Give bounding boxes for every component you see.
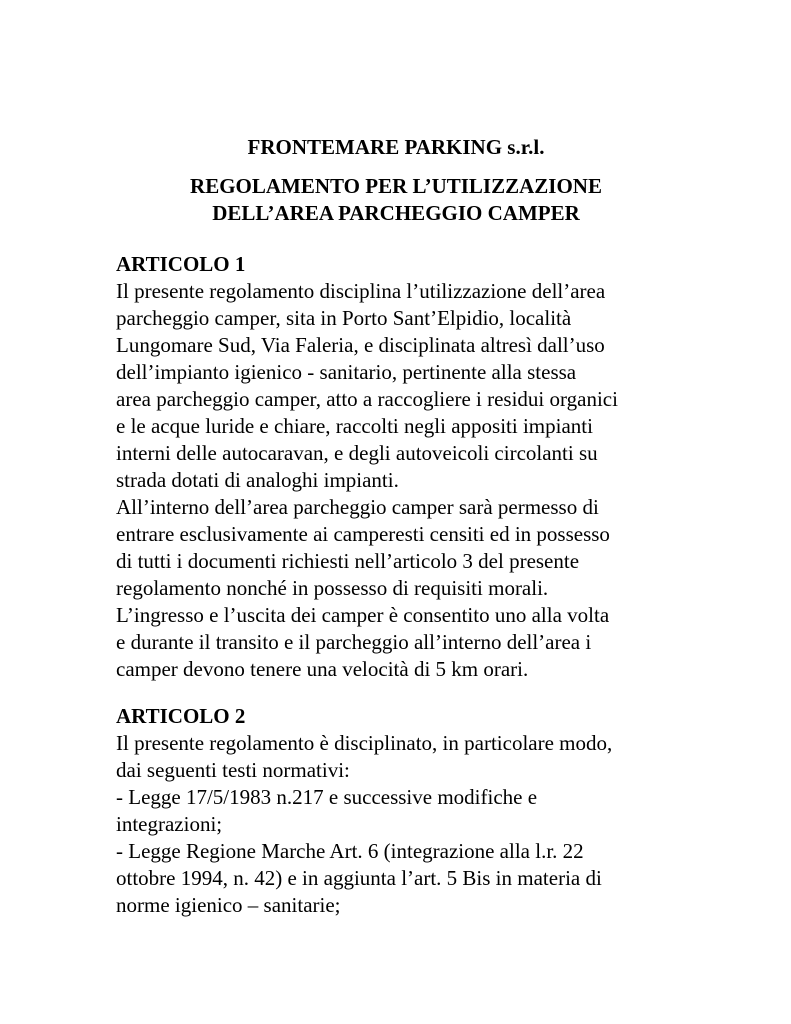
article-line: entrare esclusivamente ai camperesti censiti ed in possesso (116, 522, 610, 546)
article-line: dai seguenti testi normativi: (116, 758, 350, 782)
company-name: FRONTEMARE PARKING s.r.l. (247, 135, 545, 159)
article-line: e durante il transito e il parcheggio all’interno dell’area i (116, 630, 592, 654)
article-line: - Legge Regione Marche Art. 6 (integrazione alla l.r. 22 (116, 839, 584, 863)
article-line: integrazioni; (116, 812, 223, 836)
article-line: norme igienico – sanitarie; (116, 893, 341, 917)
document-page (116, 134, 676, 939)
document-title-line: REGOLAMENTO PER L’UTILIZZAZIONE (190, 174, 602, 198)
article-line: parcheggio camper, sita in Porto Sant’Elpidio, località (116, 306, 572, 330)
article-line: L’ingresso e l’uscita dei camper è consentito uno alla volta (116, 603, 610, 627)
article-line: All’interno dell’area parcheggio camper sarà permesso di (116, 495, 599, 519)
article-line: - Legge 17/5/1983 n.217 e successive modifiche e (116, 785, 538, 809)
article-line: dell’impianto igienico - sanitario, pertinente alla stessa (116, 360, 577, 384)
article-heading: ARTICOLO 2 (116, 704, 246, 728)
document-title-line: DELL’AREA PARCHEGGIO CAMPER (212, 201, 580, 225)
article-line: area parcheggio camper, atto a raccogliere i residui organici (116, 387, 618, 411)
article-line: Il presente regolamento disciplina l’utilizzazione dell’area (116, 279, 606, 303)
article-line: regolamento nonché in possesso di requisiti morali. (116, 576, 549, 600)
article-line: e le acque luride e chiare, raccolti negli appositi impianti (116, 414, 593, 438)
document-title (116, 173, 676, 227)
article-line: Il presente regolamento è disciplinato, in particolare modo, (116, 731, 613, 755)
article-2 (116, 703, 676, 919)
article-line: interni delle autocaravan, e degli autoveicoli circolanti su (116, 441, 598, 465)
article-line: ottobre 1994, n. 42) e in aggiunta l’art. 5 Bis in materia di (116, 866, 602, 890)
article-heading: ARTICOLO 1 (116, 252, 246, 276)
article-line: camper devono tenere una velocità di 5 km orari. (116, 657, 529, 681)
article-line: strada dotati di analoghi impianti. (116, 468, 399, 492)
article-line: di tutti i documenti richiesti nell’articolo 3 del presente (116, 549, 580, 573)
article-1 (116, 251, 676, 683)
article-line: Lungomare Sud, Via Faleria, e disciplinata altresì dall’uso (116, 333, 605, 357)
